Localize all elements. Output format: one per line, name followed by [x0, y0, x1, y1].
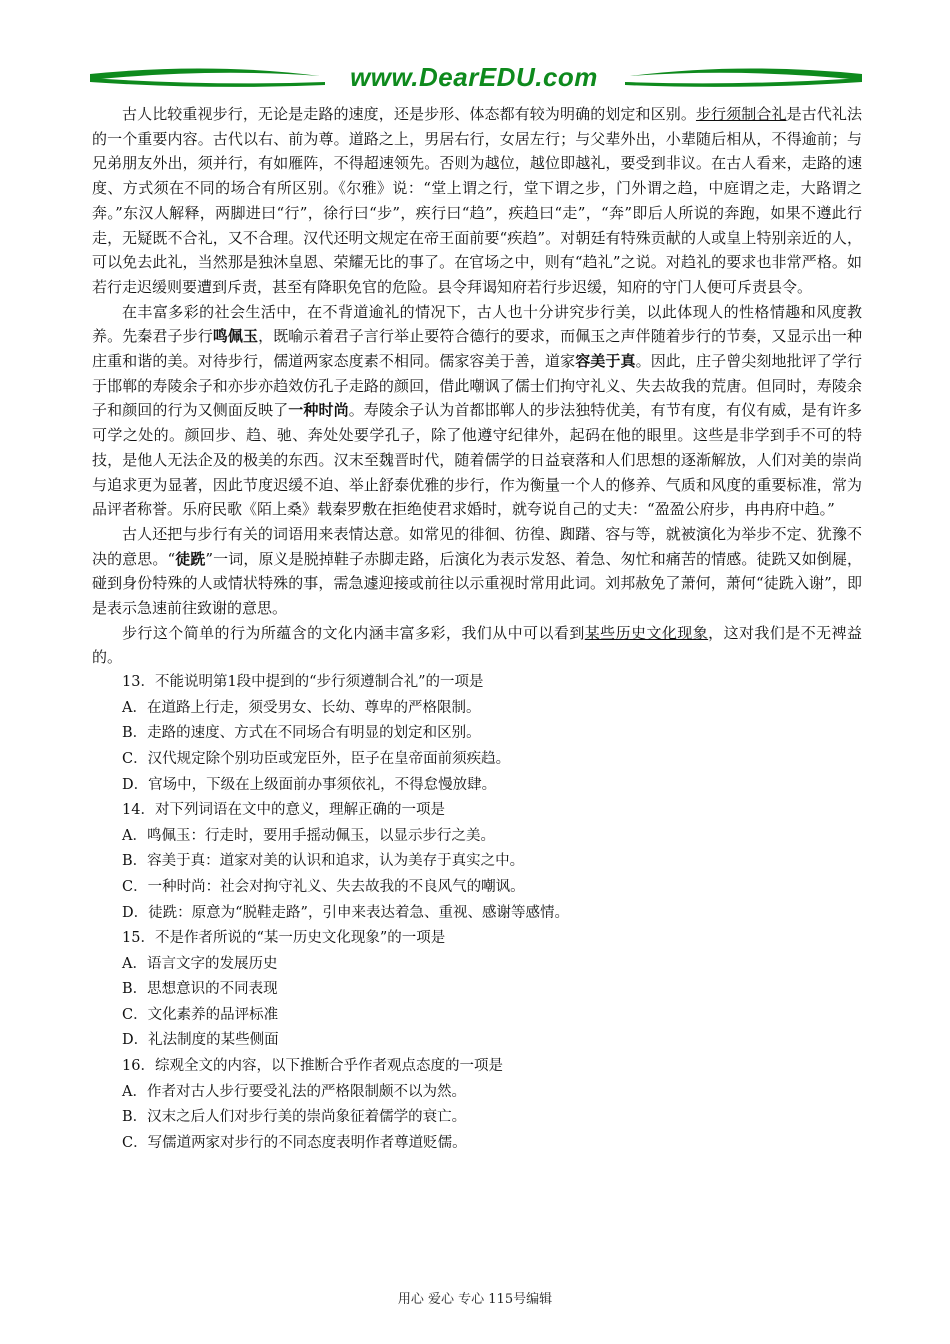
question-stem: 15．不是作者所说的“某一历史文化现象”的一项是: [122, 930, 446, 947]
question-15: [92, 926, 862, 1054]
answer-option: B．容美于真：道家对美的认识和追求，认为美存于真实之中。: [122, 853, 525, 870]
passage-paragraph-1: [92, 102, 862, 300]
answer-option: C．写儒道两家对步行的不同态度表明作者尊道贬儒。: [122, 1134, 467, 1151]
text-run: ，既喻示着君子言行举止要符合德行的要求，而佩玉之声伴随着步行的节奏，又显示出一种庄重和谐的美。对待步行，儒道两家态度素不相同。儒家容美于善，道家: [92, 327, 862, 371]
document-body: [92, 102, 862, 1156]
text-run: 步行这个简单的行为所蕴含的文化内涵丰富多彩，我们从中可以看到: [122, 623, 585, 642]
answer-option: B．走路的速度、方式在不同场合有明显的划定和区别。: [122, 725, 481, 742]
answer-option: B．汉末之后人们对步行美的崇尚象征着儒学的衰亡。: [122, 1109, 467, 1126]
passage-paragraph-3: [92, 522, 862, 621]
bold-term: 容美于真: [575, 352, 636, 371]
answer-option: D．徒跣：原意为“脱鞋走路”，引申来表达着急、重视、感谢等感情。: [122, 904, 569, 921]
passage-paragraph-2: [92, 300, 862, 522]
answer-option: A．语言文字的发展历史: [122, 955, 278, 972]
underlined-phrase: 某些历史文化现象: [584, 623, 709, 642]
text-run: 古人还把与步行有关的词语用来表情达意。如常见的徘徊、彷徨、踟躇、容与等，就被演化为举步不定、犹豫不决的意思。“: [92, 524, 862, 568]
text-run: 古人比较重视步行，无论是走路的速度，还是步形、体态都有较为明确的划定和区别。: [122, 105, 696, 123]
question-16: [92, 1054, 862, 1156]
text-run: 。寿陵余子认为首都邯郸人的步法独特优美，有节有度，有仪有威，是有许多可学之处的。颜回步、趋、驰、奔处处要学孔子，除了他遵守纪律外，起码在他的眼里。这些是非学到手不可的特技，是他人无法企及的极美的东西。汉末至魏晋时代，随着儒学的日益衰落和人们思想的逐渐解放，人们对美的崇尚与追求更为显著，因此节度迟缓不迫、举止舒泰优雅的步行，作为衡量一个人的修养、气质和风度的重要标准，常为品评者称誉。乐府民歌《陌上桑》载秦罗敷在拒绝使君求婚时，就夸说自己的丈夫：“盈盈公府步，冉冉府中趋。”: [92, 401, 862, 519]
answer-option: A．作者对古人步行要受礼法的严格限制颇不以为然。: [122, 1083, 466, 1100]
answer-option: D．礼法制度的某些侧面: [122, 1032, 279, 1049]
bold-term: 一种时尚: [288, 401, 349, 420]
site-logo: www.DearEDU.com: [350, 62, 598, 92]
text-run: ，这对我们是不无裨益的。: [92, 623, 862, 667]
bold-term: 鸣佩玉: [212, 327, 259, 346]
text-run: 在丰富多彩的社会生活中，在不背道逾礼的情况下，古人也十分讲究步行美，以此体现人的性格情趣和风度教养。先秦君子步行: [92, 302, 862, 346]
answer-option: B．思想意识的不同表现: [122, 981, 278, 998]
answer-option: C．汉代规定除个别功臣或宠臣外，臣子在皇帝面前须疾趋。: [122, 750, 511, 767]
answer-option: D．官场中，下级在上级面前办事须依礼，不得怠慢放肆。: [122, 776, 497, 793]
text-run: 是古代礼法的一个重要内容。古代以右、前为尊。道路之上，男居右行，女居左行；与父辈外出，小辈随后相从，不得逾前；与兄弟朋友外出，须并行，有如雁阵，不得超速领先。否则为越位，越位即越礼，要受到非议。在古人看来，走路的速度、方式须在不同的场合有所区别。《尔雅》说：“堂上谓之行，堂下谓之步，门外谓之趋，中庭谓之走，大路谓之奔。”东汉人解释，两脚进曰“行”，徐行曰“步”，疾行曰“趋”，疾趋曰“走”，“奔”即后人所说的奔跑，如果不遵此行走，无疑既不合礼，又不合理。汉代还明文规定在帝王面前要“疾趋”。对朝廷有特殊贡献的人或皇上特别亲近的人，可以免去此礼，当然那是独沐皇恩、荣耀无比的事了。在官场之中，则有“趋礼”之说。对趋礼的要求也非常严格。如若行走迟缓则要遭到斥责，甚至有降职免官的危险。县令拜谒知府若行步迟缓，知府的守门人便可斥责县令。: [92, 105, 862, 296]
bold-term: 徒跣: [175, 549, 206, 568]
underlined-phrase: 步行须制合礼: [695, 105, 787, 123]
answer-option: A．在道路上行走，须受男女、长幼、尊卑的严格限制。: [122, 699, 481, 716]
answer-option: C．一种时尚：社会对拘守礼义、失去故我的不良风气的嘲讽。: [122, 878, 525, 895]
question-14: [92, 798, 862, 926]
text-run: 。因此，庄子曾尖刻地批评了学行于邯郸的寿陵余子和亦步亦趋效仿孔子走路的颜回，借此嘲讽了儒士们拘守礼义、失去故我的荒唐。但同时，寿陵余子和颜回的行为又侧面反映了: [92, 352, 862, 420]
question-13: [92, 670, 862, 798]
question-stem: 13．不能说明第1段中提到的“步行须遵制合礼”的一项是: [122, 674, 484, 691]
text-run: ”一词，原义是脱掉鞋子赤脚走路，后演化为表示发怒、着急、匆忙和痛苦的情感。徒跣又如倒屣，碰到身份特殊的人或情状特殊的事，需急遽迎接或前往以示重视时常用此词。刘邦赦免了萧何，萧何“徒跣入谢”，即是表示急速前往致谢的意思。: [92, 549, 862, 618]
answer-option: A．鸣佩玉：行走时，要用手摇动佩玉，以显示步行之美。: [122, 827, 495, 844]
answer-option: C．文化素养的品评标准: [122, 1006, 279, 1023]
passage-paragraph-4: [92, 621, 862, 670]
question-stem: 14．对下列词语在文中的意义，理解正确的一项是: [122, 802, 445, 819]
question-stem: 16．综观全文的内容，以下推断合乎作者观点态度的一项是: [122, 1058, 503, 1075]
page-footer: 用心 爱心 专心 115号编辑: [397, 1292, 553, 1307]
